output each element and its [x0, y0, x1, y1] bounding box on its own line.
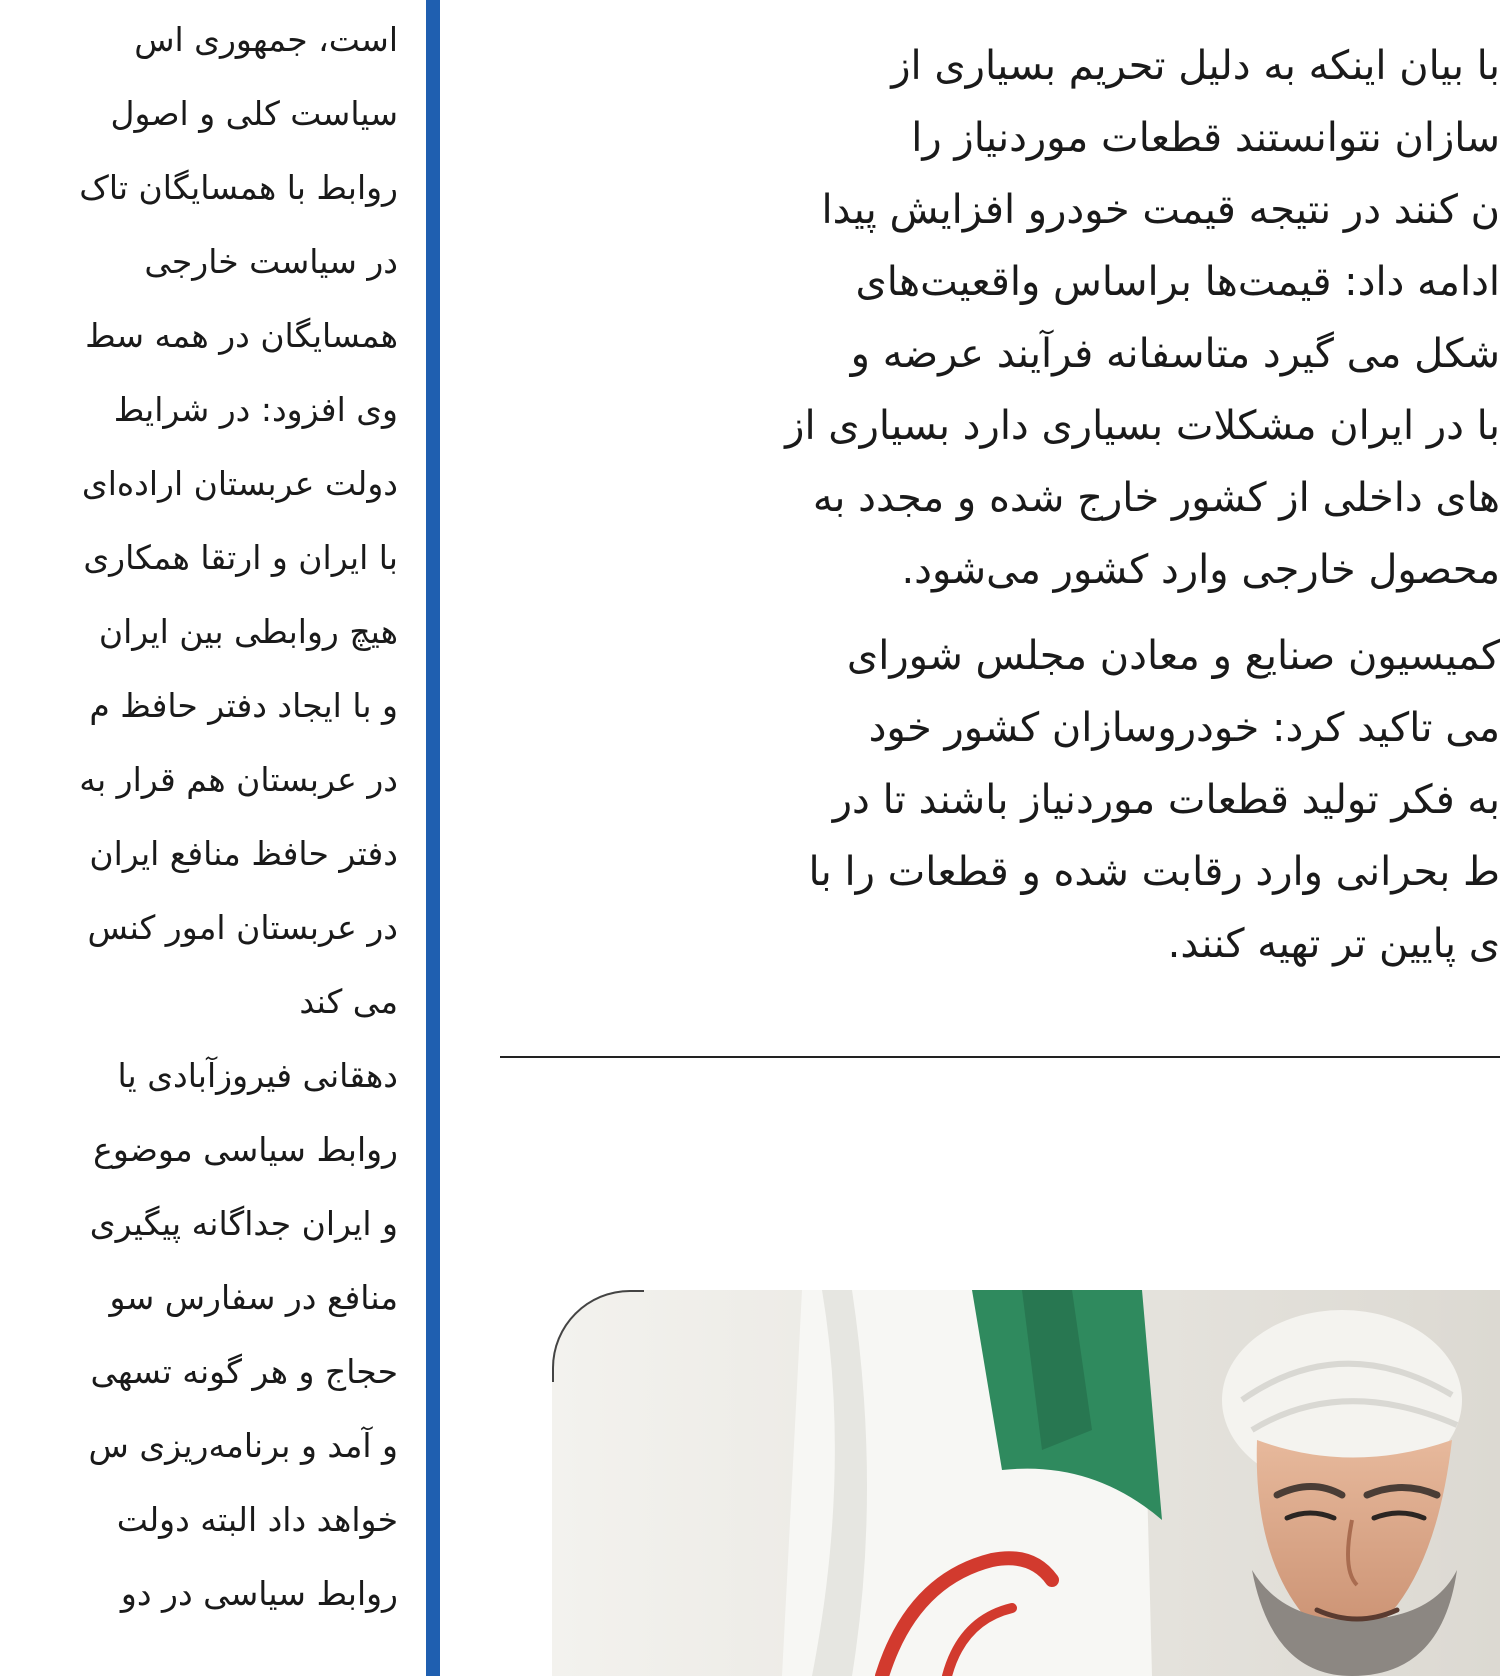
left-text-line: در عربستان هم قرار به	[79, 760, 398, 799]
left-text-line: منافع در سفارس سو	[109, 1278, 398, 1317]
left-text-line: روابط سیاسی در دو	[120, 1574, 398, 1613]
section-rule	[500, 1056, 1500, 1058]
left-article-column	[0, 0, 398, 1676]
right-text-line: ی پایین تر تهیه کنند.	[1167, 921, 1500, 967]
left-text-line: و با ایجاد دفتر حافظ م	[89, 686, 398, 725]
left-text-line: و ایران جداگانه پیگیری	[89, 1204, 398, 1243]
right-text-line: های داخلی از کشور خارج شده و مجدد به	[812, 475, 1500, 521]
right-text-line: به فکر تولید قطعات موردنیاز باشند تا در	[832, 777, 1500, 823]
right-text-line: با در ایران مشکلات بسیاری دارد بسیاری از	[785, 403, 1500, 449]
left-text-line: و آمد و برنامه‌ریزی س	[88, 1426, 398, 1465]
left-text-line: می کند	[299, 982, 398, 1021]
left-text-line: سیاست کلی و اصول	[110, 94, 398, 133]
left-text-line: روابط با همسایگان تاک	[79, 168, 398, 207]
news-photo	[552, 1290, 1500, 1676]
right-text-line: با بیان اینکه به دلیل تحریم بسیاری از	[891, 43, 1500, 89]
left-text-line: حجاج و هر گونه تسهی	[90, 1352, 398, 1391]
left-text-line: دفتر حافظ منافع ایران	[89, 834, 398, 873]
left-text-line: در عربستان امور کنس	[87, 908, 398, 947]
left-text-line: دولت عربستان اراده‌ای	[81, 464, 398, 503]
column-divider	[426, 0, 440, 1676]
left-text-line: دهقانی فیروزآبادی یا	[117, 1056, 398, 1095]
right-text-line: ن کنند در نتیجه قیمت خودرو افزایش پیدا	[821, 187, 1500, 233]
right-text-line: شکل می گیرد متاسفانه فرآیند عرضه و	[850, 331, 1500, 377]
left-text-line: روابط سیاسی موضوع	[93, 1130, 398, 1169]
right-text-line: کمیسیون صنایع و معادن مجلس شورای	[846, 633, 1500, 679]
left-text-line: است، جمهوری اس	[134, 20, 398, 59]
right-text-line: می تاکید کرد: خودروسازان کشور خود	[868, 705, 1500, 751]
right-text-line: محصول خارجی وارد کشور می‌شود.	[901, 547, 1500, 593]
photo-illustration	[552, 1290, 1500, 1676]
left-text-line: در سیاست خارجی	[144, 242, 398, 281]
right-text-line: سازان نتوانستند قطعات موردنیاز را	[911, 115, 1500, 161]
right-article-column	[548, 0, 1500, 1000]
left-text-line: با ایران و ارتقا همکاری	[83, 538, 398, 577]
left-text-line: همسایگان در همه سط	[85, 316, 398, 355]
right-text-line: ط بحرانی وارد رقابت شده و قطعات را با	[808, 849, 1500, 895]
left-text-line: هیچ روابطی بین ایران	[98, 612, 398, 651]
right-text-line: ادامه داد: قیمت‌ها براساس واقعیت‌های	[855, 259, 1500, 305]
left-text-line: وی افزود: در شرایط	[113, 390, 398, 429]
left-text-line: خواهد داد البته دولت	[116, 1500, 398, 1539]
